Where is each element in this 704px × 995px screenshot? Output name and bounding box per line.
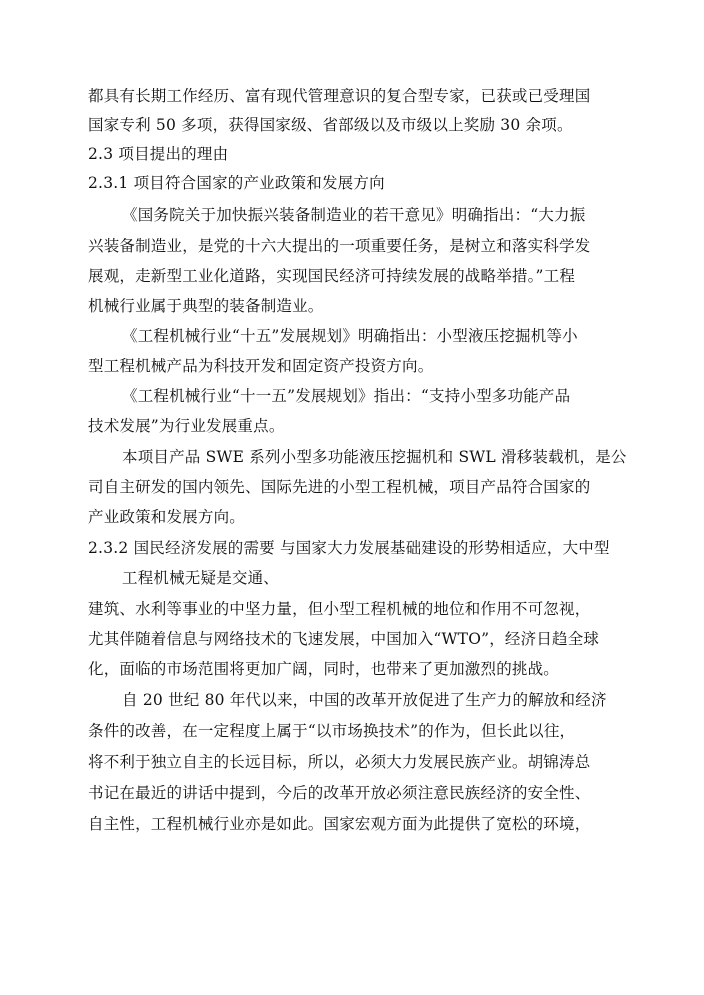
body-text-line: 尤其伴随着信息与网络技术的飞速发展，中国加入“WTO”，经济日趋全球 — [88, 630, 600, 648]
body-text-line: 国家专利 50 多项，获得国家级、省部级以及市级以上奖励 30 余项。 — [88, 116, 573, 134]
body-text-line: 《国务院关于加快振兴装备制造业的若干意见》明确指出：“大力振 — [122, 206, 586, 224]
body-text-line: 展观，走新型工业化道路，实现国民经济可持续发展的战略举措。”工程 — [88, 267, 576, 285]
body-text-line: 工程机械无疑是交通、 — [122, 569, 280, 587]
body-text-line: 《工程机械行业“十一五”发展规划》指出：“支持小型多功能产品 — [122, 387, 571, 405]
body-text-line: 司自主研发的国内领先、国际先进的小型工程机械，项目产品符合国家的 — [88, 478, 591, 496]
subsection-heading: 2.3.1 项目符合国家的产业政策和发展方向 — [88, 174, 385, 192]
section-heading: 2.3 项目提出的理由 — [88, 145, 229, 163]
body-text-line: 将不利于独立自主的长远目标，所以，必须大力发展民族产业。胡锦涛总 — [88, 753, 591, 771]
body-text-line: 本项目产品 SWE 系列小型多功能液压挖掘机和 SWL 滑移装载机，是公 — [122, 448, 627, 466]
body-text-line: 自 20 世纪 80 年代以来，中国的改革开放促进了生产力的解放和经济 — [122, 691, 607, 709]
body-text-line: 型工程机械产品为科技开发和固定资产投资方向。 — [88, 357, 434, 375]
body-text-line: 产业政策和发展方向。 — [88, 508, 246, 526]
body-text-line: 化，面临的市场范围将更加广阔，同时，也带来了更加激烈的挑战。 — [88, 660, 560, 678]
body-text-line: 机械行业属于典型的装备制造业。 — [88, 297, 324, 315]
body-text-line: 技术发展”为行业发展重点。 — [88, 417, 285, 435]
subsection-heading: 2.3.2 国民经济发展的需要 与国家大力发展基础建设的形势相适应，大中型 — [88, 539, 610, 557]
body-text-line: 兴装备制造业，是党的十六大提出的一项重要任务，是树立和落实科学发 — [88, 237, 591, 255]
body-text-line: 条件的改善，在一定程度上属于“以市场换技术”的作为，但长此以往， — [88, 722, 576, 740]
body-text-line: 都具有长期工作经历、富有现代管理意识的复合型专家，已获或已受理国 — [88, 87, 591, 105]
body-text-line: 《工程机械行业“十五”发展规划》明确指出：小型液压挖掘机等小 — [122, 327, 578, 345]
body-text-line: 建筑、水利等事业的中坚力量，但小型工程机械的地位和作用不可忽视， — [88, 600, 591, 618]
body-text-line: 自主性，工程机械行业亦是如此。国家宏观方面为此提供了宽松的环境， — [88, 815, 591, 833]
body-text-line: 书记在最近的讲话中提到，今后的改革开放必须注意民族经济的安全性、 — [88, 784, 591, 802]
